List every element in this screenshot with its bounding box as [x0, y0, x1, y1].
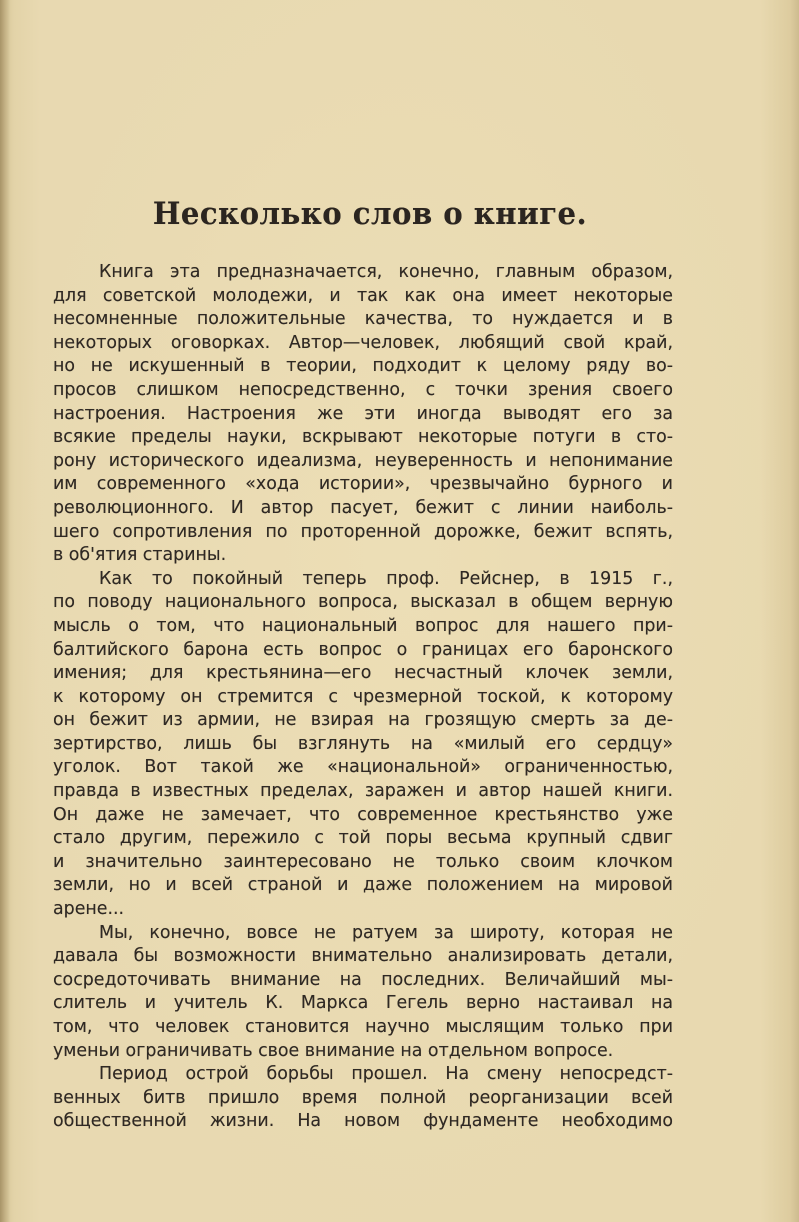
- text-line: венных битв пришло время полной реорганизации всей: [53, 1087, 673, 1108]
- text-line: Мы, конечно, вовсе не ратуем за широту, которая не: [99, 922, 673, 943]
- paragraph: [53, 1063, 673, 1134]
- text-line: том, что человек становится научно мыслящим только при: [53, 1017, 673, 1037]
- paragraph: [53, 261, 673, 568]
- text-line: настроения. Настроения же эти иногда выводят его за: [53, 403, 673, 424]
- body-text: [53, 261, 673, 1134]
- text-line: шего сопротивления по проторенной дорожке, бежит вспять,: [53, 521, 673, 542]
- text-line: имения; для крестьянина—его несчастный клочек земли,: [53, 663, 673, 684]
- page-title: Несколько слов о книге.: [152, 196, 588, 232]
- text-line: стало другим, пережило с той поры весьма крупный сдвиг: [53, 828, 673, 849]
- text-line: несомненные положительные качества, то нуждается и в: [53, 309, 673, 330]
- text-line: уменьи ограничивать свое внимание на отдельном вопросе.: [53, 1040, 614, 1061]
- text-line: правда в известных пределах, заражен и автор нашей книги.: [53, 781, 673, 802]
- text-line: им современного «хода истории», чрезвычайно бурного и: [53, 474, 673, 495]
- text-line: всякие пределы науки, вскрывают некоторые потуги в сто-: [53, 427, 673, 448]
- text-line: Он даже не замечает, что современное крестьянство уже: [53, 804, 673, 825]
- text-line: для советской молодежи, и так как она имеет некоторые: [53, 285, 673, 306]
- text-line: революционного. И автор пасует, бежит с линии наиболь-: [53, 497, 673, 518]
- text-line: земли, но и всей страной и даже положением на мировой: [53, 875, 673, 896]
- text-line: к которому он стремится с чрезмерной тоской, к которому: [53, 686, 673, 707]
- text-line: общественной жизни. На новом фундаменте необходимо: [53, 1111, 673, 1132]
- text-line: мысль о том, что национальный вопрос для нашего при-: [53, 615, 673, 636]
- text-line: в об'ятия старины.: [53, 545, 227, 566]
- text-line: давала бы возможности внимательно анализировать детали,: [53, 946, 673, 967]
- text-line: рону исторического идеализма, неуверенность и непонимание: [53, 450, 673, 471]
- text-line: Книга эта предназначается, конечно, главным образом,: [99, 262, 673, 282]
- text-line: он бежит из армии, не взирая на грозящую смерть за де-: [53, 710, 673, 731]
- text-line: слитель и учитель К. Маркса Гегель верно настаивал на: [53, 993, 673, 1014]
- text-line: Как то покойный теперь проф. Рейснер, в 1915 г.,: [99, 568, 673, 589]
- text-line: зертирство, лишь бы взглянуть на «милый его сердцу»: [53, 733, 673, 754]
- text-line: но не искушенный в теории, подходит к целому ряду во-: [53, 356, 673, 377]
- text-line: арене...: [53, 899, 125, 920]
- paragraph: [53, 922, 673, 1064]
- text-line: просов слишком непосредственно, с точки зрения своего: [53, 379, 673, 400]
- text-line: некоторых оговорках. Автор—человек, любящий свой край,: [53, 332, 673, 353]
- text-line: Период острой борьбы прошел. На смену непосредст-: [99, 1064, 673, 1085]
- paragraph: [53, 568, 673, 922]
- text-line: балтийского барона есть вопрос о границах его баронского: [53, 639, 673, 660]
- text-line: уголок. Вот такой же «национальной» ограниченностью,: [53, 757, 673, 778]
- text-line: и значительно заинтересовано не только своим клочком: [53, 851, 673, 872]
- text-line: сосредоточивать внимание на последних. Величайший мы-: [53, 969, 673, 990]
- page-edge: [0, 0, 10, 1222]
- text-line: по поводу национального вопроса, высказал в общем верную: [53, 592, 673, 613]
